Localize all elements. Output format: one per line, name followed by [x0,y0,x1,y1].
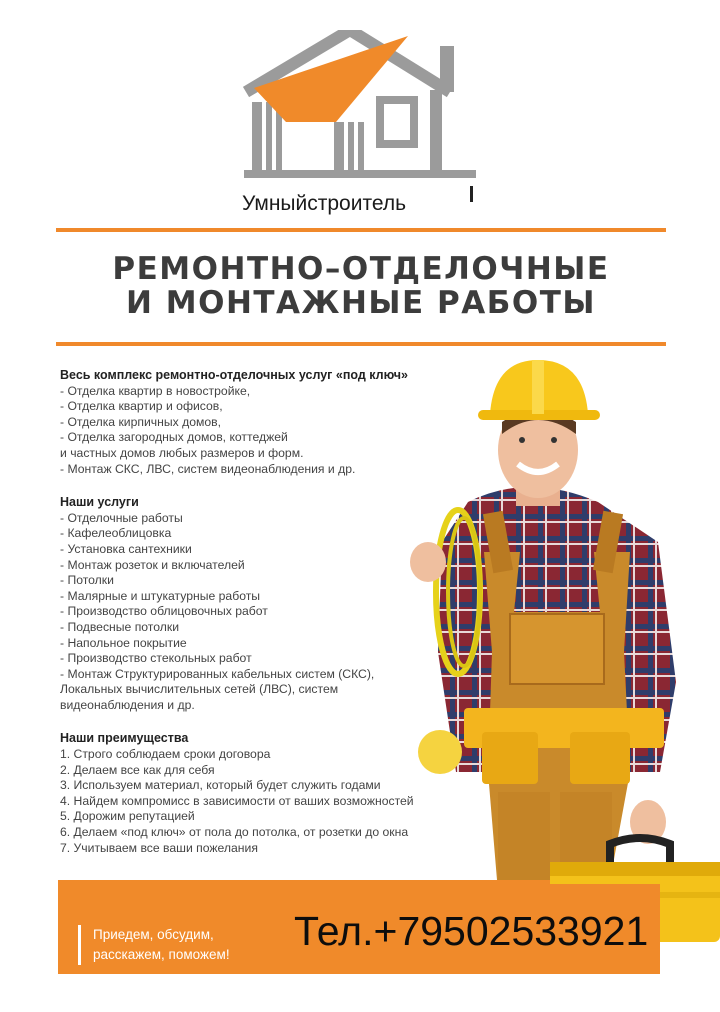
list-item: - Напольное покрытие [60,635,187,650]
list-item: - Потолки [60,573,114,588]
list-item: 1. Строго соблюдаем сроки договора [60,747,271,762]
brand-name: Умныйстроитель [242,192,407,215]
list-item: - Отделочные работы [60,510,183,525]
list-item: - Производство стекольных работ [60,651,252,666]
list-item: - Подвесные потолки [60,619,180,634]
advantages-title: Наши преимущества [60,731,189,746]
headline-line-2: И МОНТАЖНЫЕ РАБОТЫ [126,285,596,321]
list-item: Локальных вычислительных сетей (ЛВС), систем [60,682,339,697]
list-item: - Монтаж СКС, ЛВС, систем видеонаблюдения и др. [60,461,356,476]
list-item: - Отделка квартир в новостройке, [60,383,251,398]
list-item: 7. Учитываем все ваши пожелания [60,840,258,855]
top-divider [56,228,666,232]
list-item: 4. Найдем компромисс в зависимости от ваших возможностей [60,793,414,808]
list-item: 2. Делаем все как для себя [60,762,215,777]
list-item: - Монтаж розеток и включателей [60,557,245,572]
list-item: видеонаблюдения и др. [60,697,195,712]
list-item: - Установка сантехники [60,541,192,556]
list-item: 6. Делаем «под ключ» от пола до потолка, от розетки до окна [60,825,409,840]
list-item: - Отделка загородных домов, коттеджей [60,430,288,445]
list-item: - Кафелеоблицовка [60,526,172,541]
headline-line-1: РЕМОНТНО–ОТДЕЛОЧНЫЕ [112,251,610,287]
tagline-line-1: Приедем, обсудим, [93,927,214,942]
footer-tagline [78,925,278,965]
bottom-divider [56,342,666,346]
tagline-line-2: расскажем, поможем! [93,947,230,962]
list-item: и частных домов любых размеров и форм. [60,445,304,460]
services-title: Наши услуги [60,495,139,510]
construction-worker-icon [398,352,720,912]
list-item: 5. Дорожим репутацией [60,809,195,824]
brand-tick [470,186,473,202]
list-item: 3. Используем материал, который будет служить годами [60,778,381,793]
list-item: - Малярные и штукатурные работы [60,588,261,603]
phone-number[interactable]: Тел.+79502533921 [294,908,649,954]
list-item: - Отделка квартир и офисов, [60,399,223,414]
page-title [56,252,666,320]
house-logo-icon [240,30,480,180]
list-item: - Отделка кирпичных домов, [60,414,222,429]
complex-title: Весь комплекс ремонтно-отделочных услуг «под ключ» [60,368,408,382]
list-item: - Производство облицовочных работ [60,604,268,619]
list-item: - Монтаж Структурированных кабельных систем (СКС), [60,666,375,681]
